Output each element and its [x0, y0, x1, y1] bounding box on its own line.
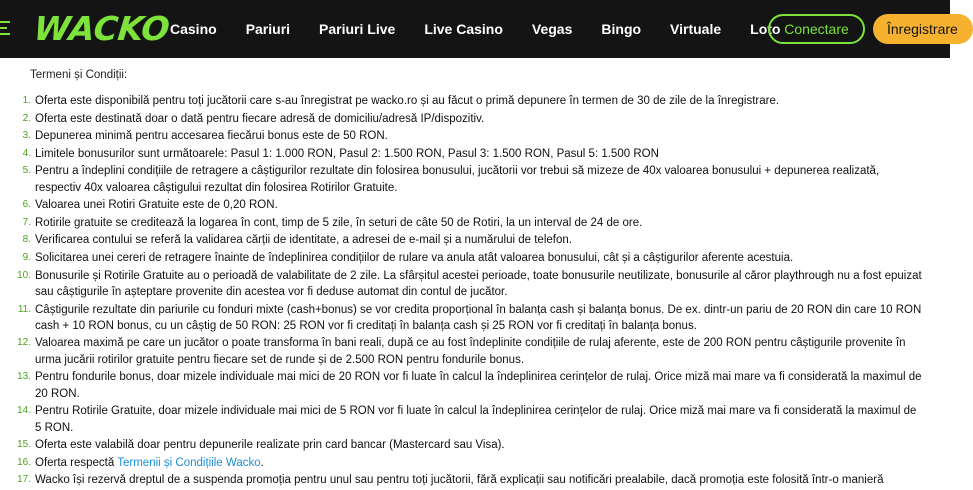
nav-item-live-casino[interactable]: Live Casino — [424, 21, 503, 37]
nav-item-virtuale[interactable]: Virtuale — [670, 21, 722, 37]
nav-item-pariuri-live[interactable]: Pariuri Live — [319, 21, 396, 37]
list-item: 6. Valoarea unei Rotiri Gratuite este de 0,20 RON. — [22, 199, 278, 212]
list-item: 15. Oferta este valabilă doar pentru depunerile realizate prin card bancar (Mastercard sau Visa). — [17, 439, 505, 452]
wacko-logo[interactable]: WACKO — [32, 9, 172, 48]
terms-conditions-link[interactable]: Termenii și Condițiile Wacko — [117, 456, 261, 469]
list-item: 2. Oferta este destinată doar o dată pentru fiecare adresă de domiciliu/adresă IP/dispozitiv. — [22, 112, 485, 125]
list-item: 12. Valoarea maximă pe care un jucător o poate transforma în bani reali, după ce au fost îndeplinite condițiile de rulaj aferente, este de 200 RON pentru câștigurile provenite în urma jucării rotirilor gratuite pentru fiecare set de runde și de 2.500 RON pentru fondurile bonus. — [17, 337, 906, 366]
list-item: 8. Verificarea contului se referă la validarea cărții de identitate, a adresei de e-mail și a numărului de telefon. — [22, 234, 572, 247]
nav-item-bingo[interactable]: Bingo — [601, 21, 642, 37]
list-item: 11. Câștigurile rezultate din pariurile cu fonduri mixte (cash+bonus) se vor credita proporțional în balanța cash și balanța bonus. De ex. dintr-un pariu de 20 RON din care 10 RON cash + 10 RON bonus, cu un câștig de 50 RON: 25 RON vor fi creditați în balanța cash și 25 RON vor fi creditați în balanța bonus. — [17, 303, 922, 332]
list-item: 7. Rotirile gratuite se creditează la logarea în cont, timp de 5 zile, în seturi de câte 50 de Rotiri, la un interval de 24 de ore. — [22, 216, 643, 229]
list-item: 14. Pentru Rotirile Gratuite, doar mizele individuale mai mici de 5 RON vor fi luate în calcul la îndeplinirea cerințelor de rulaj. Orice miză mai mare va fi considerată la maximul de 5 RON. — [17, 405, 917, 434]
terms-list — [17, 93, 922, 490]
list-item: 1. Oferta este disponibilă pentru toți jucătorii care s-au înregistrat pe wacko.ro și au făcut o primă depunere în termen de 30 de zile de la înregistrare. — [22, 95, 780, 107]
register-button[interactable]: Înregistrare — [873, 14, 973, 44]
terms-title: Termeni și Condiții: — [30, 69, 128, 81]
main-nav — [170, 0, 809, 58]
list-item: 4. Limitele bonusurilor sunt următoarele: Pasul 1: 1.000 RON, Pasul 2: 1.500 RON, Pasul 3: 1.500 RON, Pasul 5: 1.500 RON — [22, 147, 659, 160]
list-item: 3. Depunerea minimă pentru accesarea fiecărui bonus este de 50 RON. — [22, 130, 388, 143]
nav-item-pariuri[interactable]: Pariuri — [245, 21, 291, 37]
list-item: 16. Oferta respectă Termenii și Condițiile Wacko. — [17, 456, 264, 469]
top-navbar — [0, 0, 958, 58]
terms-item-16-prefix: Oferta respectă — [35, 456, 118, 469]
hamburger-menu-icon[interactable] — [0, 21, 12, 37]
nav-item-loto[interactable]: Loto — [750, 21, 781, 37]
list-item: 13. Pentru fondurile bonus, doar mizele individuale mai mici de 20 RON vor fi luate în calcul la îndeplinirea cerințelor de rulaj. Orice miză mai mare va fi considerată la maximul de 20 RON. — [17, 371, 922, 400]
list-item: 9. Solicitarea unei cereri de retragere înainte de îndeplinirea condițiilor de rulare va anula atât valoarea bonusului, cât și a câștigurilor aferente acestuia. — [22, 252, 794, 265]
list-item: 10. Bonusurile și Rotirile Gratuite au o perioadă de valabilitate de 2 zile. La sfârșitul acestei perioade, toate bonusurile neutilizate, bonusurile al căror playthrough nu a fost epuizat sau câștigurile în așteptare provenite din acestea vor fi deduse automat din contul de jucător. — [17, 269, 922, 298]
list-item: 17. Wacko își rezervă dreptul de a suspenda promoția pentru unul sau pentru toți jucătorii, fără explicații sau notificări prealabile, dacă promoția este folosită într-o manieră — [17, 474, 884, 487]
terms-item-16-suffix: . — [260, 456, 264, 469]
list-item: 5. Pentru a îndeplini condițiile de retragere a câștigurilor rezultate din folosirea bonusului, jucătorii vor trebui să mizeze de 40x valoarea bonusului + depunerea realizată, respectiv 40x valoarea câștigului rezultat din folosirea Rotirilor Gratuite. — [22, 165, 880, 194]
terms-content — [0, 58, 950, 487]
login-button[interactable]: Conectare — [768, 14, 865, 44]
nav-item-vegas[interactable]: Vegas — [531, 21, 573, 37]
nav-item-casino[interactable]: Casino — [170, 21, 217, 37]
